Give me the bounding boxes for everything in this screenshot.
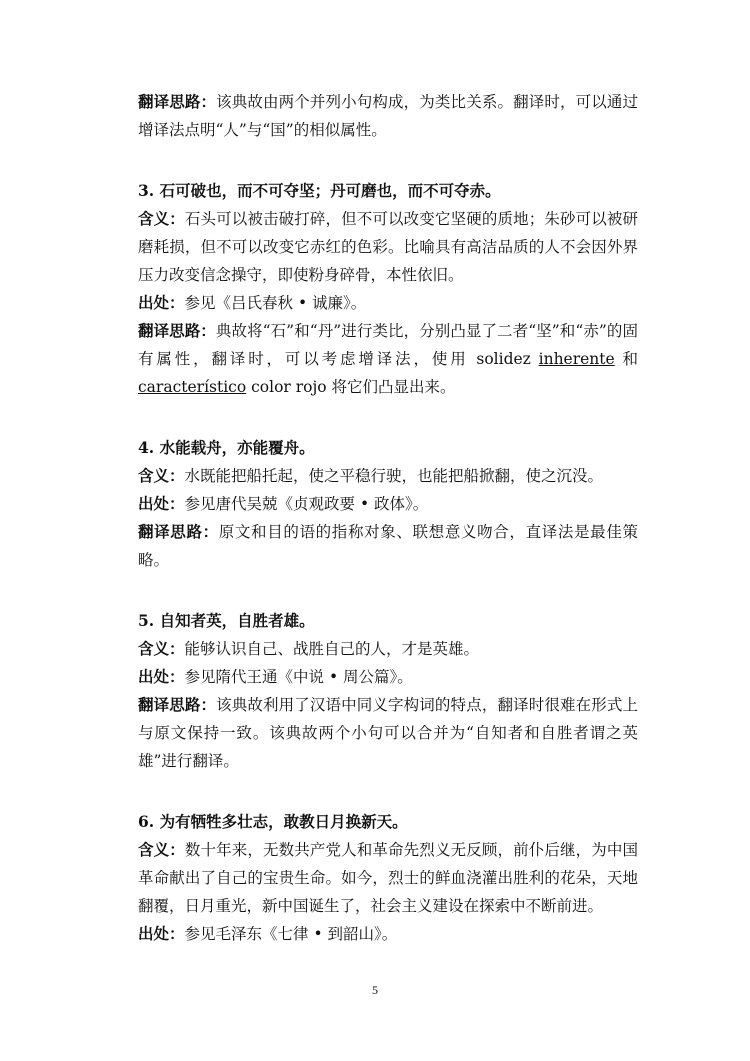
item4-meaning	[138, 462, 638, 490]
term-caracteristico: característico	[138, 378, 247, 396]
item6-title: 6. 为有牺牲多壮志，敢教日月换新天。	[138, 812, 408, 831]
item4-title: 4. 水能载舟，亦能覆舟。	[138, 438, 315, 457]
source-text: 参见毛泽东《七律 • 到韶山》。	[184, 925, 398, 943]
strategy-text-b: 和	[614, 350, 638, 368]
item4-strategy	[138, 518, 638, 574]
item5-source	[138, 663, 638, 691]
item6-meaning	[138, 836, 638, 920]
meaning-text: 数十年来，无数共产党人和革命先烈义无反顾，前仆后继，为中国革命献出了自己的宝贵生命。如今，烈士的鲜血浇灌出胜利的花朵，天地翻覆，日月重光，新中国诞生了，社会主义建设在探索中不断前进。	[138, 841, 638, 915]
source-label: 出处：	[138, 924, 185, 943]
item3-title: 3. 石可破也，而不可夺坚；丹可磨也，而不可夺赤。	[138, 181, 501, 200]
item3-source	[138, 289, 638, 317]
strategy-text-a: 典故将“石”和“丹”进行类比，分别凸显了二者“坚”和“赤”的固有属性，翻译时，可以考虑增译法，使用 solidez	[138, 322, 638, 368]
source-text: 参见《吕氏春秋 • 诚廉》。	[184, 294, 367, 312]
strategy-text-c: color rojo 将它们凸显出来。	[246, 378, 456, 396]
item6-source	[138, 920, 638, 948]
meaning-label: 含义：	[138, 466, 185, 485]
item5-title: 5. 自知者英，自胜者雄。	[138, 611, 315, 630]
strategy-label: 翻译思路：	[138, 321, 216, 340]
item2-strategy	[138, 88, 638, 144]
item3-meaning	[138, 205, 638, 289]
strategy-text: 原文和目的语的指称对象、联想意义吻合，直译法是最佳策略。	[138, 523, 638, 569]
source-label: 出处：	[138, 667, 185, 686]
strategy-text: 该典故利用了汉语中同义字构词的特点，翻译时很难在形式上与原文保持一致。该典故两个小句可以合并为“自知者和自胜者谓之英雄”进行翻译。	[138, 696, 638, 770]
item5-meaning	[138, 635, 638, 663]
meaning-text: 石头可以被击破打碎，但不可以改变它坚硬的质地；朱砂可以被研磨耗损，但不可以改变它赤红的色彩。比喻具有高洁品质的人不会因外界压力改变信念操守，即使粉身碎骨，本性依旧。	[138, 210, 638, 284]
strategy-label: 翻译思路：	[138, 92, 217, 111]
item3-strategy	[138, 317, 638, 401]
meaning-label: 含义：	[138, 639, 185, 658]
source-label: 出处：	[138, 293, 185, 312]
item5-strategy	[138, 691, 638, 775]
item4-source	[138, 490, 638, 518]
strategy-label: 翻译思路：	[138, 522, 219, 541]
page-content	[138, 88, 638, 948]
strategy-label: 翻译思路：	[138, 695, 217, 714]
source-text: 参见隋代王通《中说 • 周公篇》。	[184, 668, 413, 686]
meaning-label: 含义：	[138, 209, 185, 228]
strategy-text: 该典故由两个并列小句构成，为类比关系。翻译时，可以通过增译法点明“人”与“国”的相似属性。	[138, 93, 638, 139]
meaning-text: 能够认识自己、战胜自己的人，才是英雄。	[184, 640, 480, 658]
term-inherente: inherente	[538, 350, 615, 368]
page-number: 5	[372, 983, 378, 997]
source-text: 参见唐代吴兢《贞观政要 • 政体》。	[184, 495, 429, 513]
source-label: 出处：	[138, 494, 185, 513]
meaning-text: 水既能把船托起，使之平稳行驶，也能把船掀翻，使之沉没。	[184, 467, 604, 485]
meaning-label: 含义：	[138, 840, 185, 859]
